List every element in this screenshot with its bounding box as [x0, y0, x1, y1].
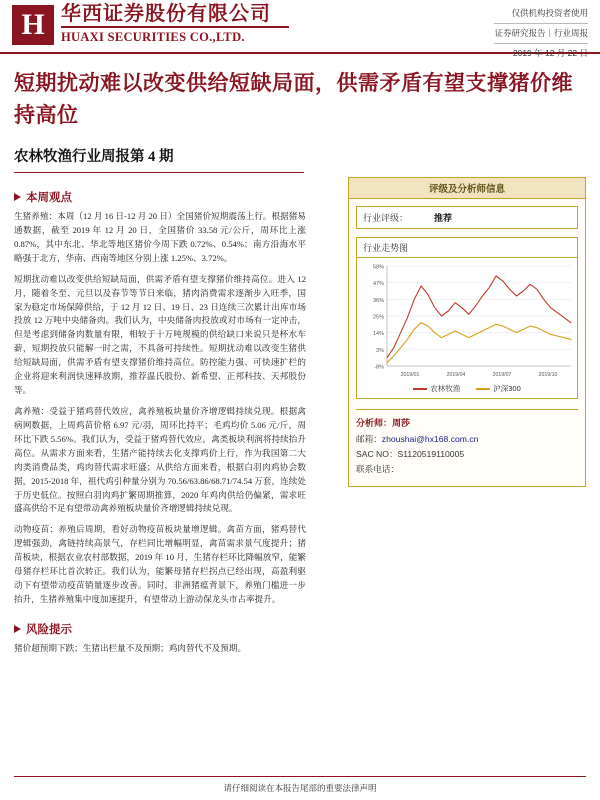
- analyst-sac-label: SAC NO：: [356, 448, 398, 459]
- section-header-risk: [14, 621, 306, 637]
- analyst-email-label: 邮箱：: [356, 433, 382, 444]
- paragraph-hog-farming: 生猪养殖：本周（12 月 16 日-12 月 20 日）全国猪价短期震荡上行。根据猪易通数据，截至 2019 年 12 月 20 日，全国猪价 33.58 元/公斤，周环比上涨 0.87%，其中东北、华北等地区猪价今周下跌 0.72%、0.54%；南方沿海水平略强于北方，华南、西南等地区分别上涨 1.25%、3.72%。: [14, 211, 306, 263]
- company-name-en: HUAXI SECURITIES CO.,LTD.: [61, 30, 245, 44]
- panel-title: 评级及分析师信息: [349, 178, 585, 199]
- analyst-panel: [348, 177, 586, 487]
- triangle-bullet-icon: [14, 193, 21, 201]
- report-date: 2019 年 12 月 22 日: [512, 47, 588, 58]
- page-header: [0, 0, 600, 58]
- svg-text:36%: 36%: [372, 297, 384, 304]
- svg-text:2019/04: 2019/04: [446, 372, 466, 378]
- paragraph-vaccine: 动物疫苗：养殖后周期，看好动物疫苗板块量增逻辑。禽苗方面，猪鸡替代逻辑强劲，禽链持续高景气，存栏同比增幅明显，禽苗需求景气度提升；猪苗板块，根据农业农村部数据，2019 年 10 月，生猪存栏环比降幅放窄，能繁母猪存栏环比首次转正。我们认为，能繁母猪存栏拐点已经出现，高盈利驱动下有望带动疫苗销量逐步改善。同时，非洲猪瘟背景下，养殖门槛进一步抬升，生猪养殖集中度加速提升，有望带动上游动保龙头市占率提升。: [14, 524, 306, 604]
- report-type: 证券研究报告｜行业周报: [494, 26, 588, 44]
- panel-inner: [349, 199, 585, 486]
- analyst-sac-value: S1120519110005: [397, 448, 465, 459]
- svg-text:2019/10: 2019/10: [538, 372, 558, 378]
- analyst-name-value: 周莎: [392, 418, 411, 428]
- svg-text:14%: 14%: [372, 331, 384, 338]
- analyst-sac-row: [356, 447, 578, 462]
- analyst-phone-row: [356, 462, 578, 477]
- svg-text:2019/01: 2019/01: [400, 372, 420, 378]
- risk-text: 猪价超预期下跌；生猪出栏量不及预期；鸡肉替代不及预期。: [14, 642, 247, 653]
- legend-label-0: 农林牧渔: [430, 384, 461, 393]
- legend-item-0: [413, 383, 460, 394]
- svg-text:47%: 47%: [372, 281, 384, 288]
- svg-text:-8%: -8%: [374, 364, 384, 371]
- analyst-name-label: 分析师：: [356, 418, 393, 428]
- footer-disclaimer: 请仔细阅读在本报告尾部的重要法律声明: [223, 783, 377, 793]
- analyst-name-row: [356, 416, 578, 432]
- logo-text: [61, 4, 289, 45]
- legend-label-1: 沪深300: [493, 384, 521, 393]
- svg-text:25%: 25%: [372, 314, 384, 321]
- paragraph-supply-shortage: 短期扰动难以改变供给短缺局面，供需矛盾有望支撑猪价维持高位。进入 12 月，随着冬至、元旦以及春节等节日来临，猪肉消费需求逐渐步入旺季，国家为稳定市场保障供给，于 12 月 12 日、19 日、23 日连续三次累计出库市场投放 12 万吨中央储备肉。我们认为，中央储备肉投放或对市场有一定冲击，但是考虑到储备肉数量有限，相较于十万吨规模的供给缺口来说只是杯水车薪，短期投放只能解一时之需，不具备可持续性。短期扰动难以改变生猪供给短缺局面，供需矛盾有望支撑猪价维持高位。防控能力强、可快速扩栏的企业将迎来利润快速释放期，推荐温氏股份、新希望、正邦科技、天邦股份等。: [14, 273, 306, 396]
- page-subtitle: 农林牧渔行业周报第 4 期: [14, 145, 304, 173]
- page-footer: [0, 776, 600, 794]
- company-name-cn: 华西证券股份有限公司: [61, 3, 271, 25]
- usage-notice: 仅供机构投资者使用: [494, 6, 588, 24]
- section-label-viewpoint: 本周观点: [26, 192, 72, 204]
- legend-swatch-1: [476, 388, 490, 390]
- logo-divider: [61, 26, 289, 28]
- main-column: [14, 189, 306, 656]
- svg-text:58%: 58%: [372, 264, 384, 271]
- svg-text:3%: 3%: [376, 347, 384, 354]
- analyst-email-value[interactable]: zhoushai@hx168.com.cn: [381, 433, 479, 444]
- industry-rating-label: 行业评级：: [363, 213, 409, 223]
- industry-rating-value: 推荐: [434, 213, 453, 223]
- chart-caption: 行业走势图: [357, 238, 577, 258]
- chart-plot-area: [361, 262, 573, 380]
- analyst-info: [356, 409, 578, 477]
- legend-item-1: [476, 383, 521, 394]
- page-title: 短期扰动难以改变供给短缺局面，供需矛盾有望支撑猪价维持高位: [14, 71, 573, 127]
- legend-swatch-0: [413, 388, 427, 390]
- title-block: [0, 54, 600, 173]
- footer-divider: [14, 776, 586, 777]
- triangle-bullet-icon: [14, 625, 21, 633]
- analyst-phone-label: 联系电话：: [356, 463, 399, 474]
- industry-rating: [356, 206, 578, 229]
- svg-text:2019/07: 2019/07: [492, 372, 512, 378]
- analyst-email-row: [356, 432, 578, 447]
- header-meta: [494, 6, 588, 61]
- logo-mark-icon: H: [12, 5, 54, 45]
- section-label-risk: 风险提示: [26, 623, 72, 636]
- trend-chart: [356, 237, 578, 399]
- chart-legend: [357, 383, 577, 394]
- section-header-viewpoint: [14, 189, 306, 205]
- body-wrap: [0, 173, 600, 656]
- chart-svg: [361, 262, 575, 380]
- paragraph-poultry: 禽养殖：受益于猪鸡替代效应，禽养殖板块量价齐增逻辑持续兑现。根据禽病网数据，上周鸡苗价格 6.97 元/羽，周环比持平；毛鸡均价 5.06 元/斤，周环比下跌 5.56%。我们认为，受益于猪鸡替代效应，禽类板块利润将持续抬升高位。从需求方面来看，生猪产能持续去化支撑鸡价上行，作为我国第二大肉类消费品类，鸡肉替代需求旺盛；从供给方面来看，根据白羽肉鸡协会数据，2015-2018 年，祖代鸡引种量分别为 70.56/63.86/68.71/74.54 万套，连续处于历史低位。按照白羽肉鸡扩繁周期推算，2020 年鸡肉供给仍偏紧，需求旺盛高供给不足有望带动禽养殖板块量价齐增逻辑持续兑现。: [14, 405, 306, 514]
